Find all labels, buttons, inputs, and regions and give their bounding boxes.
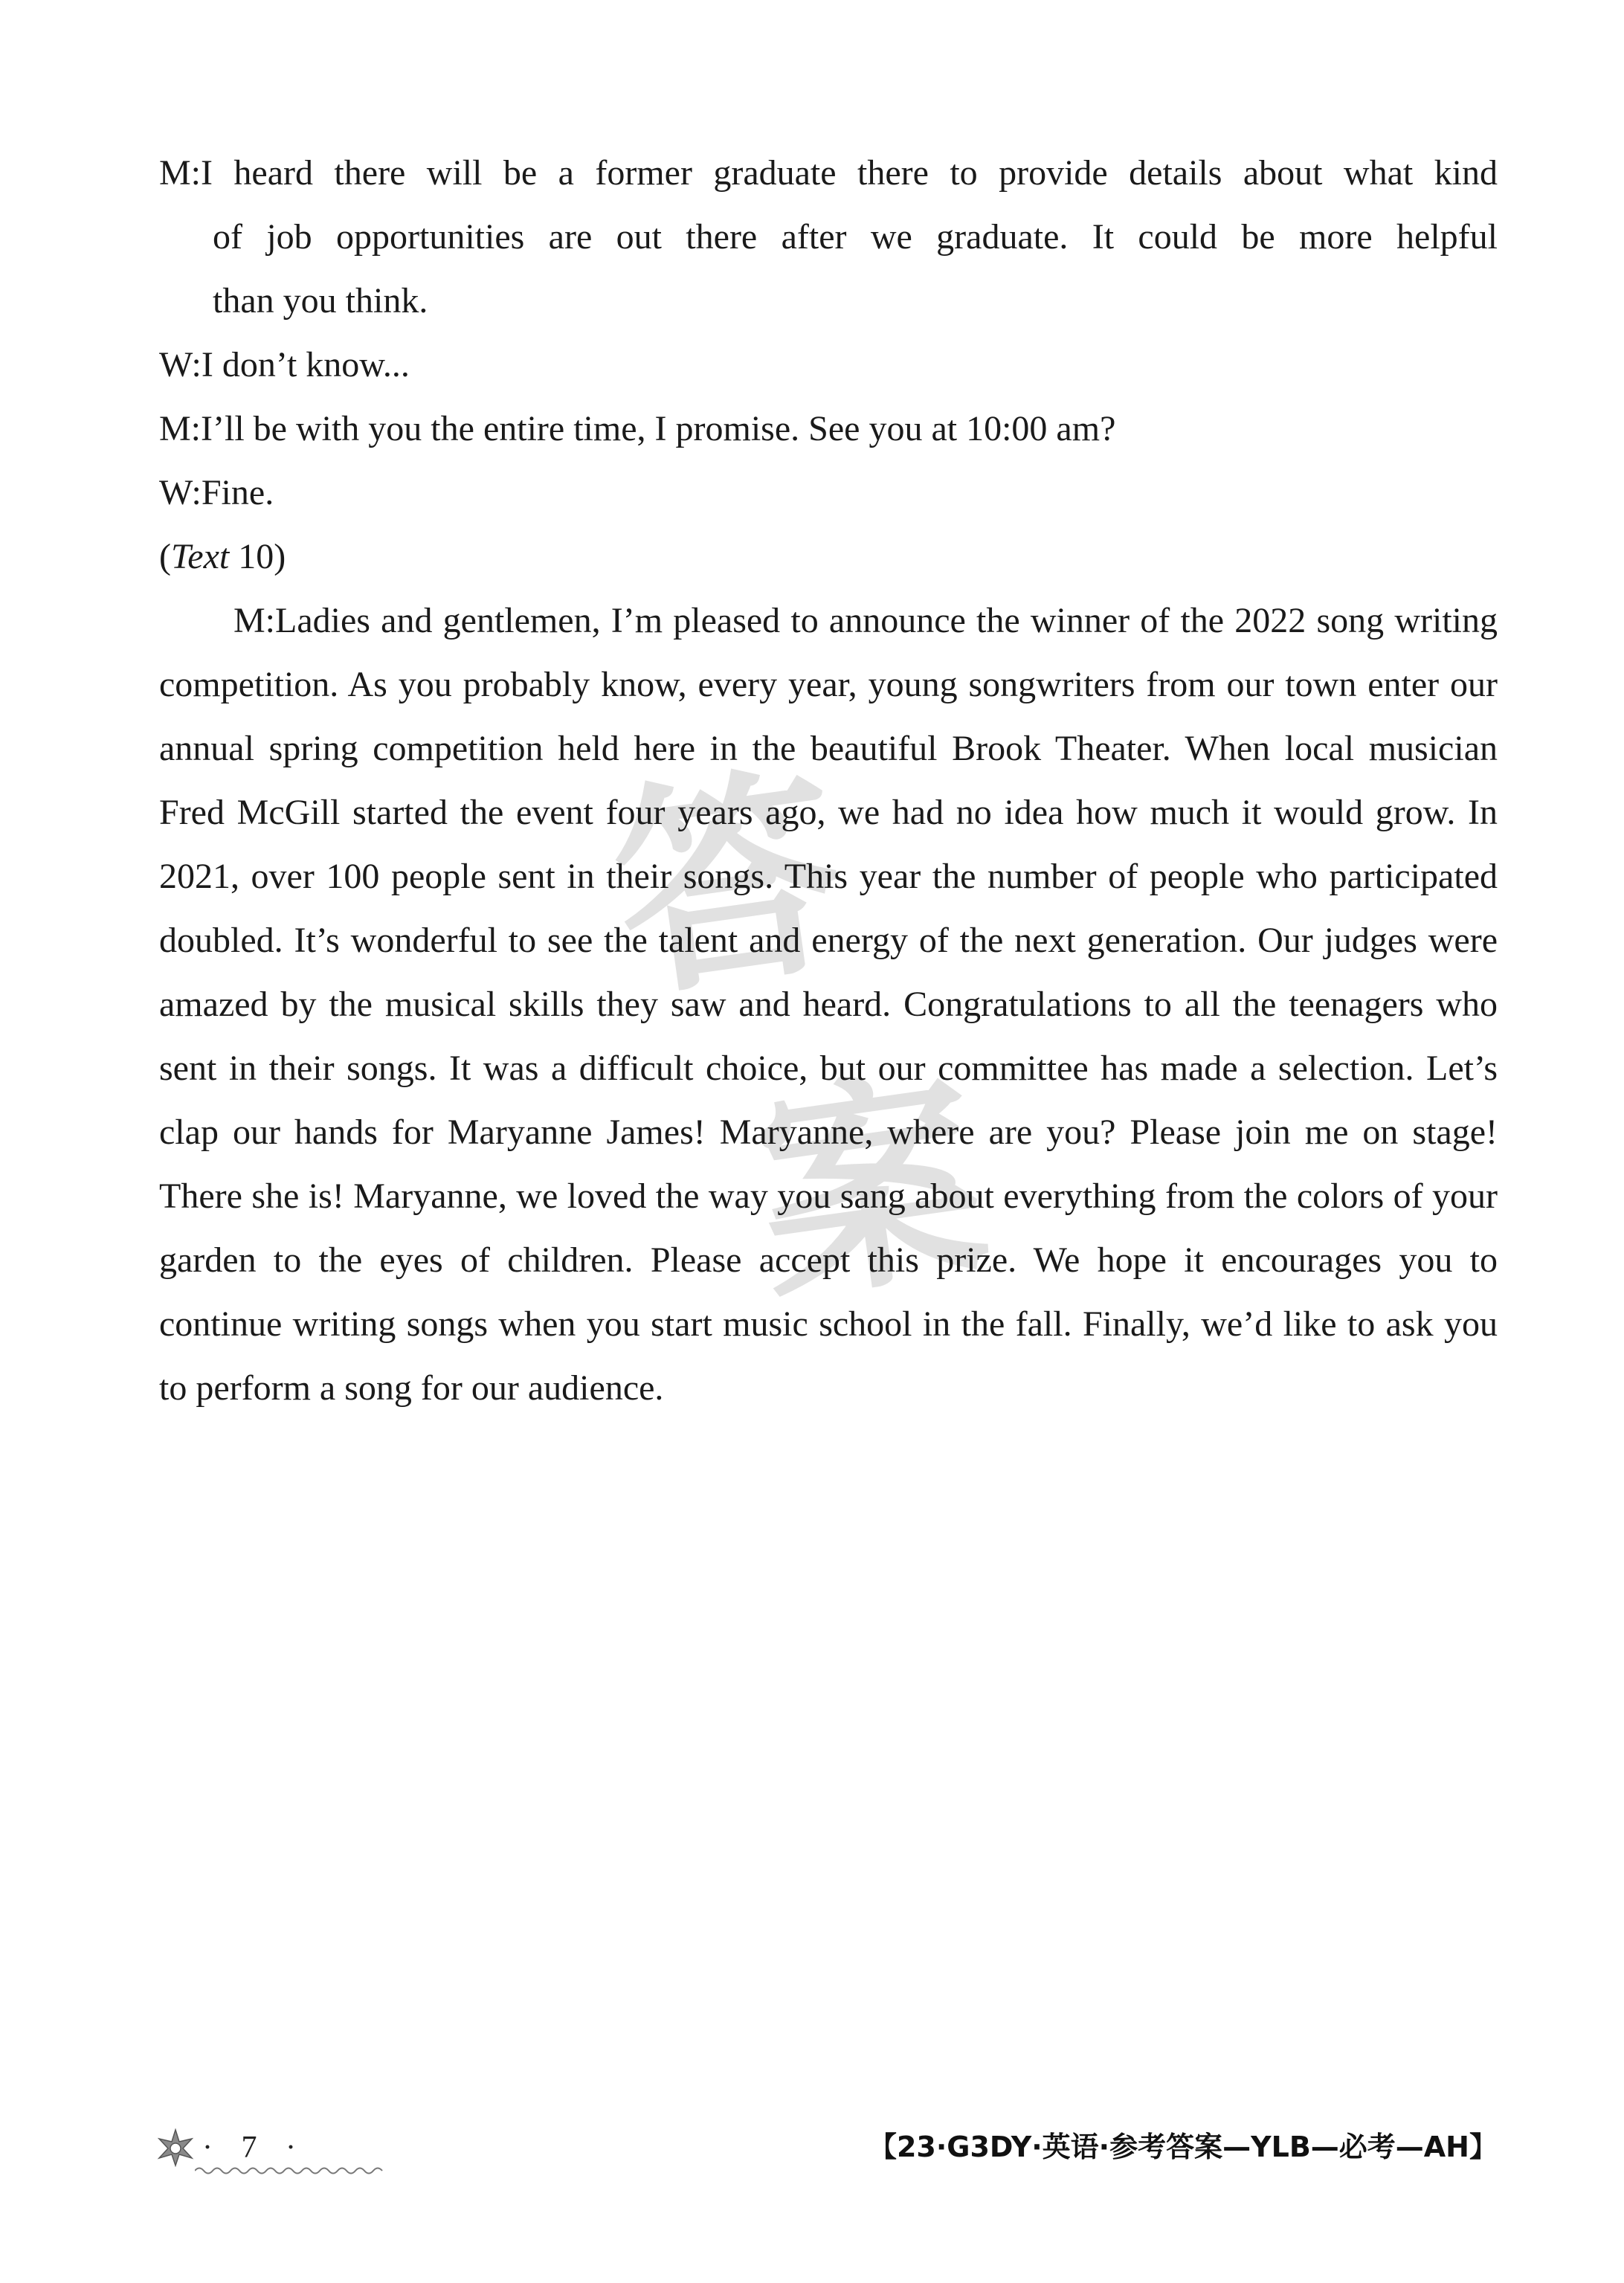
decorative-wave-line: [195, 2166, 388, 2176]
announcement-paragraph: M:Ladies and gentlemen, I’m pleased to announce the winner of the 2022 song writing competition. As you probably know, every year, young songwriters from our town enter our annual spring competition held here in the beautiful Brook Theater. When local musician Fred McGill started the event four years ago, we had no idea how much it would grow. In 2021, over 100 people sent in their songs. This year the number of people who participated doubled. It’s wonderful to see the talent and energy of the next generation. Our judges were amazed by the musical skills they saw and heard. Congratulations to all the teenagers who sent in their songs. It was a difficult choice, but our committee has made a selection. Let’s clap our hands for Maryanne James! Maryanne, where are you? Please join me on stage! There she is! Maryanne, we loved the way you sang about everything from the colors of your garden to the eyes of children. Please accept this prize. We hope it encourages you to continue writing songs when you start music school in the fall. Finally, we’d like to ask you to perform a song for our audience.: [159, 601, 1498, 1408]
dialogue-line-1: M:I heard there will be a former graduate there to provide details about what kind: [159, 153, 1498, 193]
text-label-open: (: [159, 537, 171, 576]
star-flower-icon: [156, 2128, 195, 2167]
text-label-rest: 10): [229, 537, 286, 576]
dialogue-line-4: W:I don’t know...: [159, 345, 410, 384]
document-code: 【23·G3DY·英语·参考答案—YLB—必考—AH】: [868, 2131, 1498, 2163]
dialogue-line-2: of job opportunities are out there after we graduate. It could be more helpful: [213, 217, 1498, 257]
text-label: [159, 525, 1498, 589]
page-number: · 7 ·: [202, 2131, 306, 2165]
dialogue-line-6: W:Fine.: [159, 473, 274, 512]
watermark-char-1: 答: [600, 740, 857, 1029]
dialogue-line-3: than you think.: [213, 281, 428, 321]
dialogue-line-5: M:I’ll be with you the entire time, I promise. See you at 10:00 am?: [159, 409, 1116, 448]
watermark-char-2: 案: [741, 1045, 999, 1334]
footer-page-marker: [156, 2125, 306, 2170]
document-body: [159, 141, 1498, 1420]
text-label-italic: Text: [170, 537, 230, 576]
